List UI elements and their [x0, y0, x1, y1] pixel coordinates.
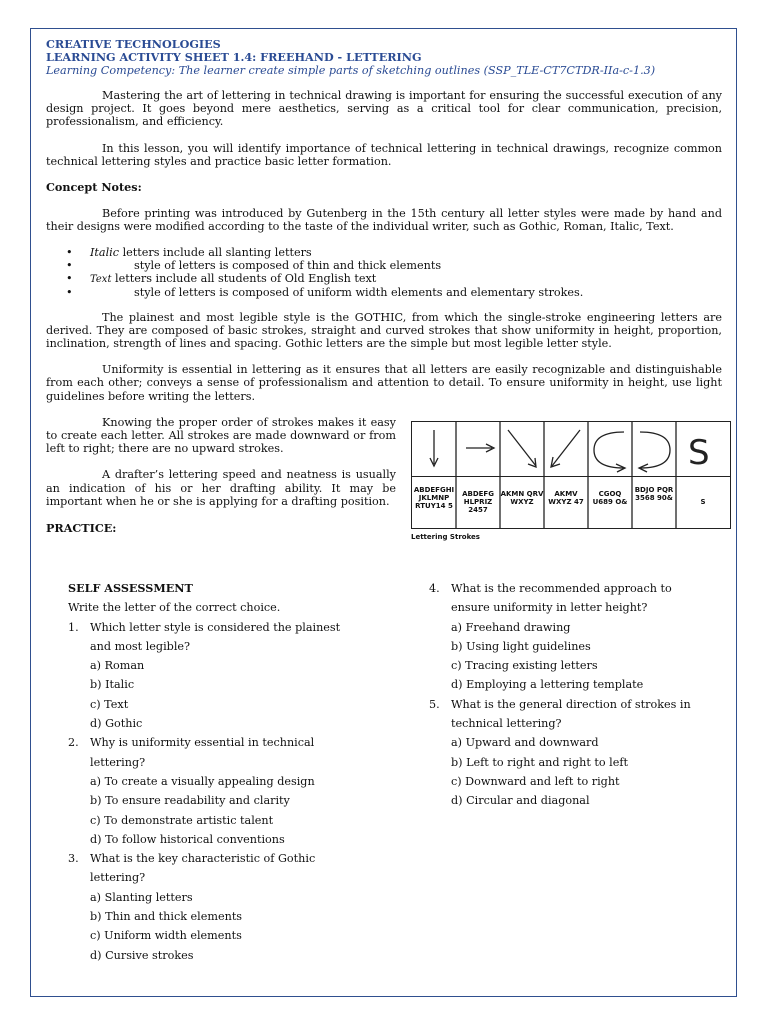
intro-paragraph-2: In this lesson, you will identify importance of technical lettering in technical drawings, recognize common technical lettering styles and practice basic letter formation. [46, 141, 722, 168]
question-1: 1. Which letter style is considered the plainest [68, 620, 341, 634]
instruction-text: Write the letter of the correct choice. [68, 601, 281, 615]
stroke-group-6: BDJO PQR 3568 90& [634, 486, 674, 502]
bullet-item: • Text letters include all students of Old English text [46, 272, 722, 286]
option: d) To follow historical conventions [90, 832, 285, 846]
self-assessment-right-column [429, 579, 729, 811]
option: c) Text [90, 697, 129, 711]
stroke-group-7: S [700, 498, 706, 506]
concept-paragraph-2: The plainest and most legible style is the GOTHIC, from which the single-stroke engineering letters are derived. They are composed of basic strokes, straight and curved strokes that show uniformity in height, proportion, inclination, strength of lines and spacing. Gothic letters are the simple but most legible letter style. [46, 310, 722, 351]
option: d) Employing a lettering template [451, 678, 644, 692]
bullet-item: • style of letters is composed of uniform width elements and elementary strokes. [46, 286, 722, 299]
option: b) Thin and thick elements [90, 910, 243, 924]
self-assessment-heading: SELF ASSESSMENT [68, 581, 193, 595]
practice-heading: PRACTICE: [46, 521, 117, 536]
option: a) To create a visually appealing design [90, 774, 315, 788]
stroke-group-2: ABDEFG HLPRIZ 2457 [462, 490, 494, 514]
sheet-title: LEARNING ACTIVITY SHEET 1.4: FREEHAND - LETTERING [46, 50, 422, 64]
self-assessment-left-column [68, 579, 398, 965]
question-1-cont: and most legible? [90, 639, 191, 653]
stroke-group-4: AKMV WXYZ 47 [548, 490, 584, 506]
learning-competency: Learning Competency: The learner create simple parts of sketching outlines (SSP_TLE-CT7CTDR-IIa-c-1.3) [46, 64, 656, 77]
option: a) Upward and downward [451, 736, 599, 750]
style-bullet-list [46, 246, 722, 299]
stroke-s-glyph: S [688, 433, 710, 473]
concept-notes-heading: Concept Notes: [46, 180, 142, 195]
question-5-cont: technical lettering? [451, 717, 562, 731]
option: b) Italic [90, 678, 135, 692]
question-4: 4. What is the recommended approach to [429, 582, 672, 595]
question-2-cont: lettering? [90, 755, 146, 769]
question-2: 2. Why is uniformity essential in technical [68, 736, 315, 750]
question-3-cont: lettering? [90, 871, 146, 885]
concept-paragraph-5: A drafter’s lettering speed and neatness is usually an indication of his or her drafting ability. It may be important when he or she is applying for a drafting position. [46, 468, 396, 508]
concept-paragraph-1: Before printing was introduced by Gutenberg in the 15th century all letter styles were made by hand and their designs were modified according to the taste of the individual writer, such as Gothic, Roman, Italic, Text. [46, 207, 722, 234]
bullet-item: • Italic letters include all slanting letters [46, 246, 722, 259]
question-4-cont: ensure uniformity in letter height? [451, 601, 648, 615]
option: d) Gothic [90, 717, 143, 731]
figure-caption: Lettering Strokes [411, 533, 480, 541]
intro-paragraph-1: Mastering the art of lettering in technical drawing is important for ensuring the successful execution of any design project. It goes beyond mere aesthetics, serving as a critical tool for clear communication, precision, professionalism, and efficiency. [46, 89, 722, 129]
stroke-group-1: ABDEFGHI JKLMNP RTUY14 5 [413, 486, 455, 510]
stroke-arrows [412, 422, 730, 476]
bullet-item: • style of letters is composed of thin and thick elements [46, 259, 722, 272]
option: a) Slanting letters [90, 890, 193, 904]
concept-paragraph-4: Knowing the proper order of strokes makes it easy to create each letter. All strokes are made downward or from left to right; there are no upward strokes. [46, 415, 396, 456]
option: b) Left to right and right to left [451, 755, 629, 769]
stroke-group-5: CGOQ U689 O& [592, 490, 628, 506]
option: c) Tracing existing letters [451, 659, 598, 673]
concept-paragraph-3: Uniformity is essential in lettering as it ensures that all letters are easily recognizable and distinguishable from each other; conveys a sense of professionalism and attention to detail. To ensure uniformity in height, use light guidelines before writing the letters. [46, 363, 722, 403]
lettering-strokes-figure [411, 421, 731, 545]
option: b) Using light guidelines [451, 639, 591, 653]
option: c) Downward and left to right [451, 774, 620, 788]
option: d) Cursive strokes [90, 948, 194, 962]
option: c) Uniform width elements [90, 929, 242, 943]
stroke-group-3: AKMN QRV WXYZ [500, 490, 544, 506]
option: a) Freehand drawing [451, 620, 571, 634]
question-5: 5. What is the general direction of strokes in [429, 697, 691, 711]
subject-title: CREATIVE TECHNOLOGIES [46, 37, 221, 51]
option: c) To demonstrate artistic talent [90, 813, 274, 827]
option: d) Circular and diagonal [451, 794, 590, 808]
strokes-table [411, 421, 731, 529]
option: b) To ensure readability and clarity [90, 794, 290, 808]
question-3: 3. What is the key characteristic of Gothic [68, 852, 316, 866]
option: a) Roman [90, 659, 145, 673]
